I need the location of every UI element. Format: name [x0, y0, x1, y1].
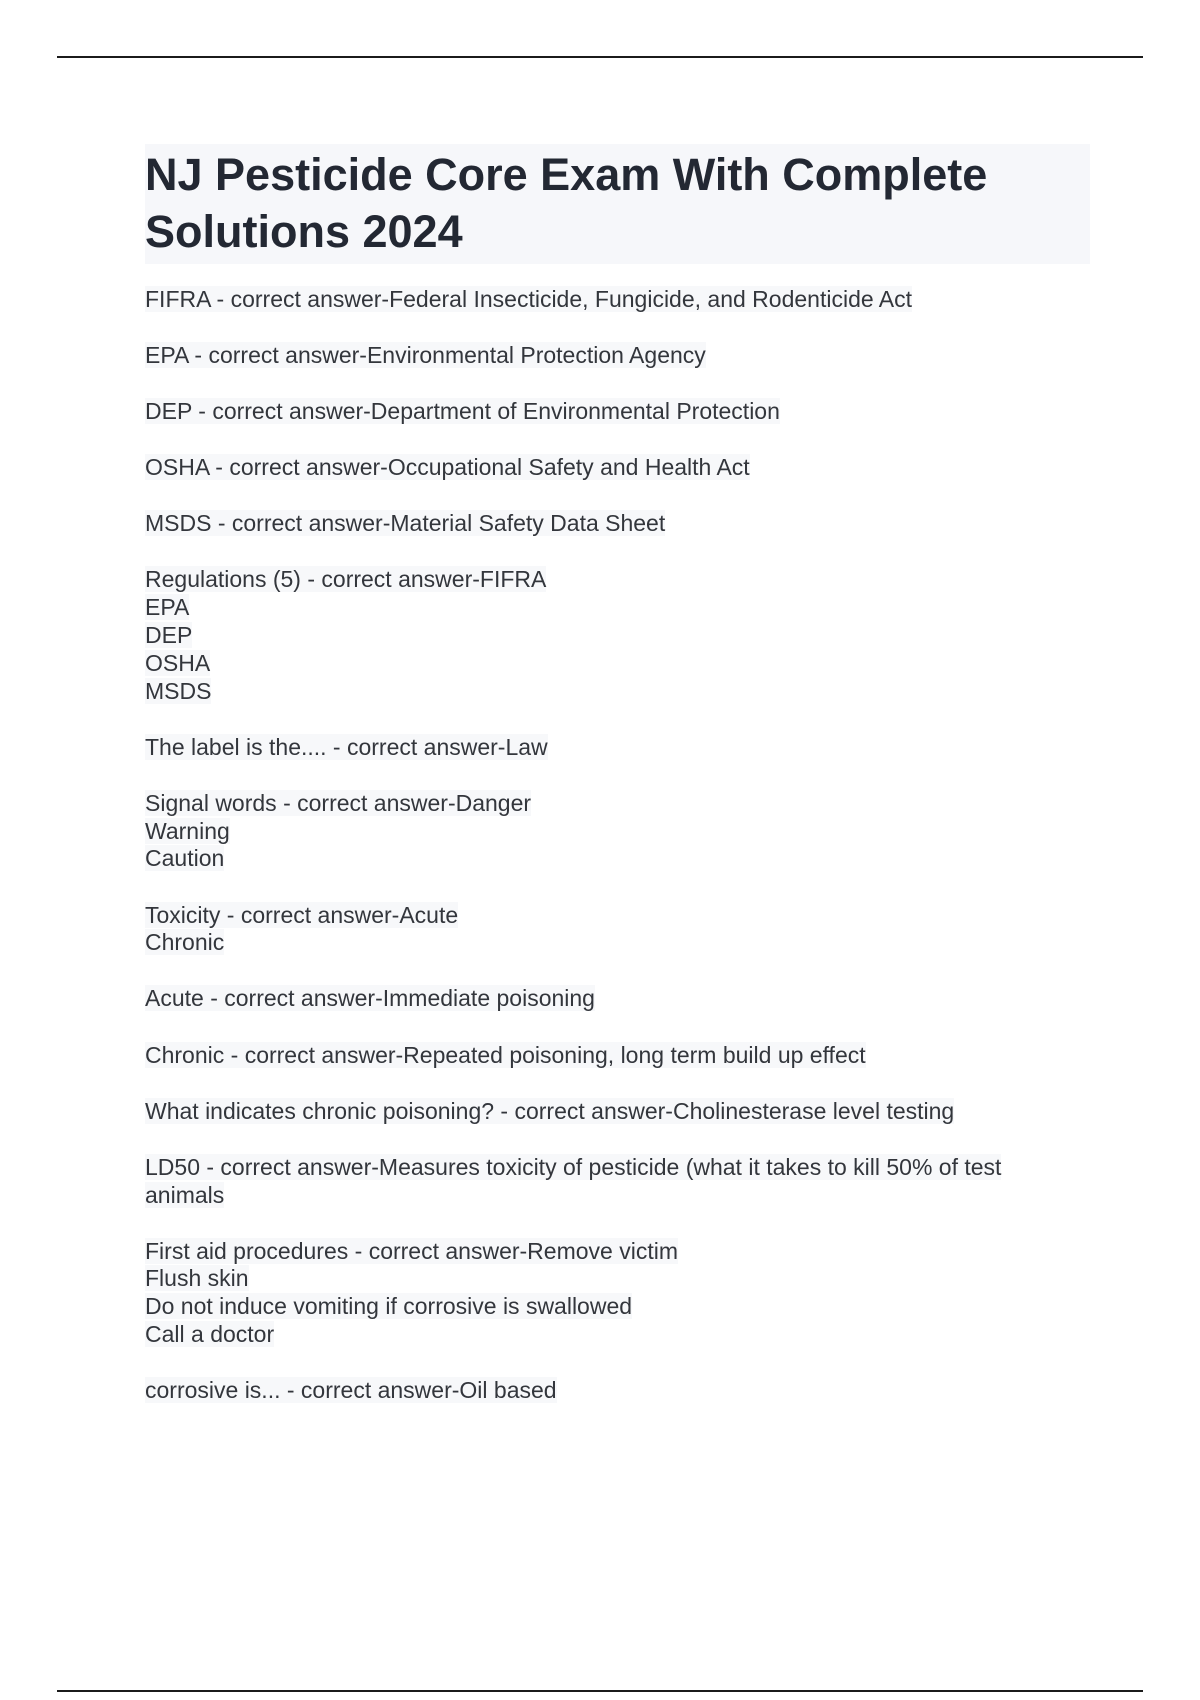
bottom-divider — [57, 1690, 1143, 1692]
qa-text: DEP - correct answer-Department of Environmental Protection — [145, 398, 780, 425]
qa-text: What indicates chronic poisoning? - correct answer-Cholinesterase level testing — [145, 1097, 955, 1124]
qa-text: The label is the.... - correct answer-Law — [145, 733, 548, 760]
qa-text: FIFRA - correct answer-Federal Insecticide, Fungicide, and Rodenticide Act — [145, 286, 913, 312]
top-divider — [57, 56, 1143, 58]
qa-text: Regulations (5) - correct answer-FIFRA EPA DEP OSHA MSDS — [145, 566, 547, 704]
qa-entry — [145, 454, 1090, 482]
qa-entry — [145, 1238, 1090, 1349]
qa-entry — [145, 1154, 1090, 1210]
qa-text: MSDS - correct answer-Material Safety Data Sheet — [145, 510, 666, 537]
qa-text: LD50 - correct answer-Measures toxicity of pesticide (what it takes to kill 50% of test animals — [145, 1153, 1002, 1208]
qa-list — [145, 286, 1090, 1405]
qa-entry — [145, 398, 1090, 426]
qa-entry — [145, 342, 1090, 370]
qa-text: Acute - correct answer-Immediate poisoning — [145, 985, 595, 1012]
qa-entry — [145, 510, 1090, 538]
qa-entry — [145, 566, 1090, 705]
qa-text: OSHA - correct answer-Occupational Safety and Health Act — [145, 454, 750, 481]
qa-entry — [145, 734, 1090, 762]
qa-entry — [145, 902, 1090, 958]
qa-entry — [145, 286, 1090, 314]
qa-text: Chronic - correct answer-Repeated poisoning, long term build up effect — [145, 1041, 866, 1068]
qa-text: EPA - correct answer-Environmental Protection Agency — [145, 342, 706, 369]
document-body — [145, 144, 1090, 1433]
qa-text: Signal words - correct answer-Danger Warning Caution — [145, 789, 532, 872]
qa-entry — [145, 1042, 1090, 1070]
qa-text: First aid procedures - correct answer-Remove victim Flush skin Do not induce vomiting if corrosive is swallowed Call a doctor — [145, 1237, 678, 1347]
qa-entry — [145, 985, 1090, 1013]
qa-entry — [145, 1377, 1090, 1405]
qa-entry — [145, 790, 1090, 873]
qa-entry — [145, 1098, 1090, 1126]
document-title: NJ Pesticide Core Exam With Complete Solutions 2024 — [145, 149, 988, 257]
qa-text: Toxicity - correct answer-Acute Chronic — [145, 901, 459, 956]
title-block — [145, 144, 1090, 264]
qa-text: corrosive is... - correct answer-Oil based — [145, 1377, 557, 1404]
